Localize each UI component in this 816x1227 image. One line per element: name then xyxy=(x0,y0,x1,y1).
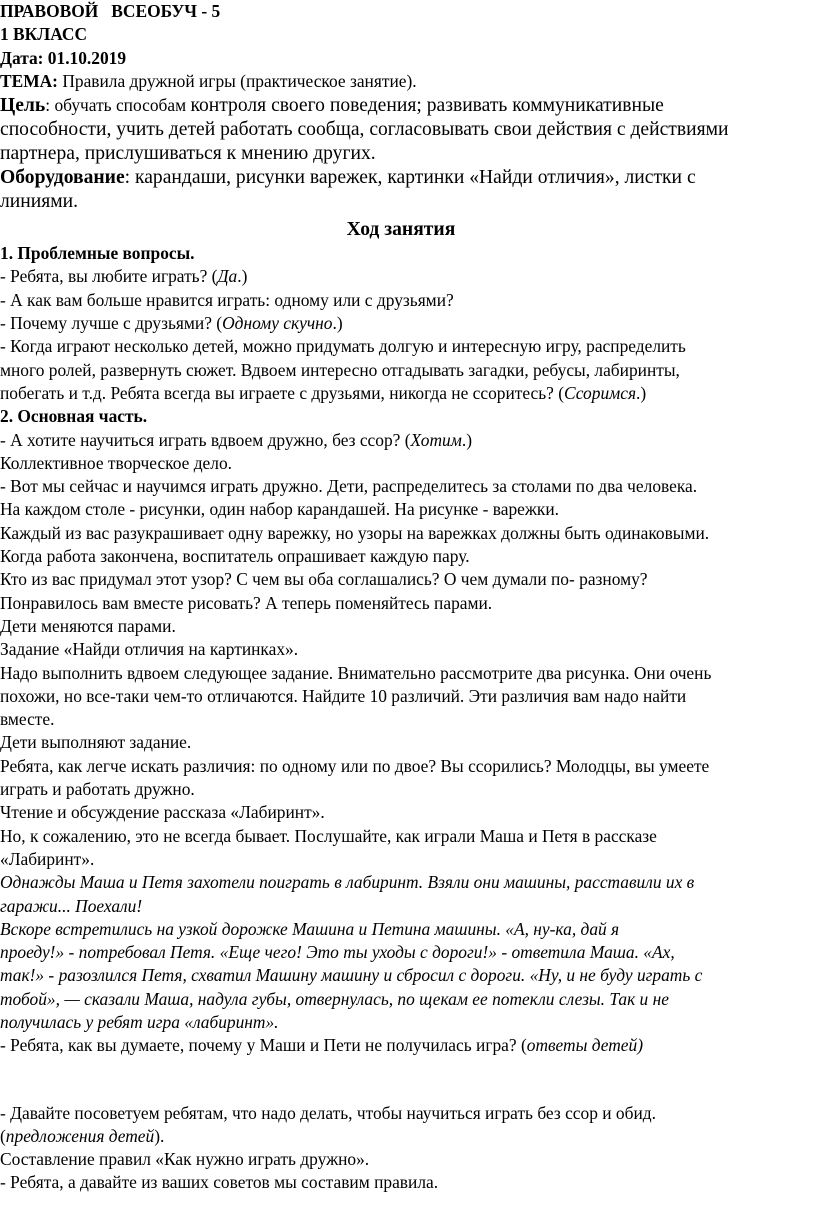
goal-line-3: партнера, прислушиваться к мнению других. xyxy=(0,143,376,165)
goal-line-1 xyxy=(0,93,802,118)
question-4-answer: Ссоримся xyxy=(564,382,637,403)
goal-paragraph xyxy=(0,93,802,166)
main-line-1-text: - А хотите научиться играть вдвоем дружно, без ссор? ( xyxy=(0,429,411,450)
advice-line-1: - Давайте посоветуем ребятам, что надо делать, чтобы научиться играть без ссор и обид. xyxy=(0,1102,656,1123)
story-line-6: тобой», — сказали Маша, надула губы, отвернулась, по щекам ее потекли слезы. Так и не xyxy=(0,988,669,1009)
equipment-text: : карандаши, рисунки варежек, картинки «Найди отличия», листки с xyxy=(124,167,696,189)
question-2: - А как вам больше нравится играть: одному или с друзьями? xyxy=(0,289,454,310)
rules-line-2: - Ребята, а давайте из ваших советов мы составим правила. xyxy=(0,1172,439,1193)
question-1 xyxy=(0,265,802,288)
story-question-answer: ответы детей) xyxy=(526,1035,643,1056)
story-line-5: так!» - разозлился Петя, схватил Машину машину и сбросил с дороги. «Ну, и не буду играть с xyxy=(0,965,703,986)
main-line-13: вместе. xyxy=(0,709,55,730)
main-line-17: Чтение и обсуждение рассказа «Лабиринт». xyxy=(0,802,325,823)
document-header xyxy=(0,0,802,93)
section-problem-questions xyxy=(0,242,802,405)
main-line-7: Кто из вас придумал этот узор? С чем вы оба соглашались? О чем думали по- разному? xyxy=(0,569,648,590)
equipment-label: Оборудование xyxy=(0,167,125,189)
question-3-text: - Почему лучше с друзьями? ( xyxy=(0,313,223,334)
date-label: Дата: 01.10.2019 xyxy=(0,47,127,68)
advice-close: ). xyxy=(154,1125,165,1146)
main-line-19: «Лабиринт». xyxy=(0,848,95,869)
main-line-8: Понравилось вам вместе рисовать? А теперь поменяйтесь парами. xyxy=(0,592,493,613)
main-line-14: Дети выполняют задание. xyxy=(0,732,192,753)
main-line-18: Но, к сожалению, это не всегда бывает. Послушайте, как играли Маша и Петя в рассказе xyxy=(0,825,657,846)
equipment-paragraph xyxy=(0,166,802,214)
goal-text-part1: : обучать способам xyxy=(45,95,191,116)
question-4-text: побегать и т.д. Ребята всегда вы играете с друзьями, никогда не ссоритесь? ( xyxy=(0,382,565,403)
goal-text-part2: контроля своего поведения; развивать коммуникативные xyxy=(190,95,664,117)
story-line-4: проеду!» - потребовал Петя. «Еще чего! Это ты уходы с дороги!» - ответила Маша. «Ах, xyxy=(0,942,675,963)
topic-line xyxy=(0,70,802,93)
rules-line-1: Составление правил «Как нужно играть дружно». xyxy=(0,1149,370,1170)
question-4-line-3 xyxy=(0,382,802,405)
class-label: 1 ВКЛАСС xyxy=(0,24,88,45)
main-line-1-answer: Хотим xyxy=(410,429,462,450)
advice-open: ( xyxy=(0,1125,6,1146)
main-line-2: Коллективное творческое дело. xyxy=(0,452,232,473)
advice-line-2 xyxy=(0,1125,802,1148)
question-3-answer: Одному скучно xyxy=(222,313,333,334)
section2-title: 2. Основная часть. xyxy=(0,406,148,427)
goal-label: Цель xyxy=(0,95,46,117)
blank-space xyxy=(0,1058,802,1102)
document-title: ПРАВОВОЙ ВСЕОБУЧ - 5 xyxy=(0,1,221,21)
question-1-text: - Ребята, вы любите играть? ( xyxy=(0,266,218,287)
topic-text: Правила дружной игры (практическое занятие). xyxy=(57,70,417,91)
question-1-end: .) xyxy=(237,266,248,287)
equipment-line-1 xyxy=(0,166,802,190)
main-line-6: Когда работа закончена, воспитатель опрашивает каждую пару. xyxy=(0,546,470,567)
question-4-line-2: много ролей, развернуть сюжет. Вдвоем интересно отгадывать загадки, ребусы, лабиринты, xyxy=(0,359,680,380)
story-line-2: гаражи... Поехали! xyxy=(0,895,143,916)
question-3-end: .) xyxy=(332,313,343,334)
story-line-3: Вскоре встретились на узкой дорожке Машина и Петина машины. «А, ну-ка, дай я xyxy=(0,918,620,939)
story-line-7: получилась у ребят игра «лабиринт». xyxy=(0,1011,279,1032)
main-line-16: играть и работать дружно. xyxy=(0,779,195,800)
main-line-1-end: .) xyxy=(461,429,472,450)
section1-title: 1. Проблемные вопросы. xyxy=(0,243,195,264)
main-line-12: похожи, но все-таки чем-то отличаются. Найдите 10 различий. Эти различия вам надо найти xyxy=(0,685,687,706)
main-line-10: Задание «Найди отличия на картинках». xyxy=(0,639,299,660)
goal-line-2: способности, учить детей работать сообща, согласовывать свои действия с действиями xyxy=(0,119,729,141)
equipment-line-2: линиями. xyxy=(0,191,79,213)
main-line-15: Ребята, как легче искать различия: по одному или по двое? Вы ссорились? Молодцы, вы умеете xyxy=(0,755,710,776)
question-3 xyxy=(0,312,802,335)
ending-section xyxy=(0,1034,802,1194)
question-4-end: .) xyxy=(636,382,647,403)
main-line-9: Дети меняются парами. xyxy=(0,615,176,636)
story-question xyxy=(0,1034,802,1057)
main-line-4: На каждом столе - рисунки, один набор карандашей. На рисунке - варежки. xyxy=(0,499,559,520)
advice-italic: предложения детей xyxy=(5,1125,155,1146)
main-line-1 xyxy=(0,429,802,452)
topic-label: ТЕМА: xyxy=(0,70,58,91)
main-line-3: - Вот мы сейчас и научимся играть дружно. Дети, распределитесь за столами по два человека. xyxy=(0,476,698,497)
section-main-part xyxy=(0,405,802,871)
story-question-text: - Ребята, как вы думаете, почему у Маши и Пети не получилась игра? ( xyxy=(0,1035,527,1056)
lesson-heading: Ход занятия xyxy=(346,219,456,241)
main-line-5: Каждый из вас разукрашивает одну варежку, но узоры на варежках должны быть одинаковыми. xyxy=(0,522,710,543)
question-1-answer: Да xyxy=(217,266,238,287)
story-line-1: Однажды Маша и Петя захотели поиграть в лабиринт. Взяли они машины, расставили их в xyxy=(0,872,695,893)
story-text xyxy=(0,871,802,1034)
main-line-11: Надо выполнить вдвоем следующее задание. Внимательно рассмотрите два рисунка. Они очень xyxy=(0,662,712,683)
question-4-line-1: - Когда играют несколько детей, можно придумать долгую и интересную игру, распределить xyxy=(0,336,686,357)
